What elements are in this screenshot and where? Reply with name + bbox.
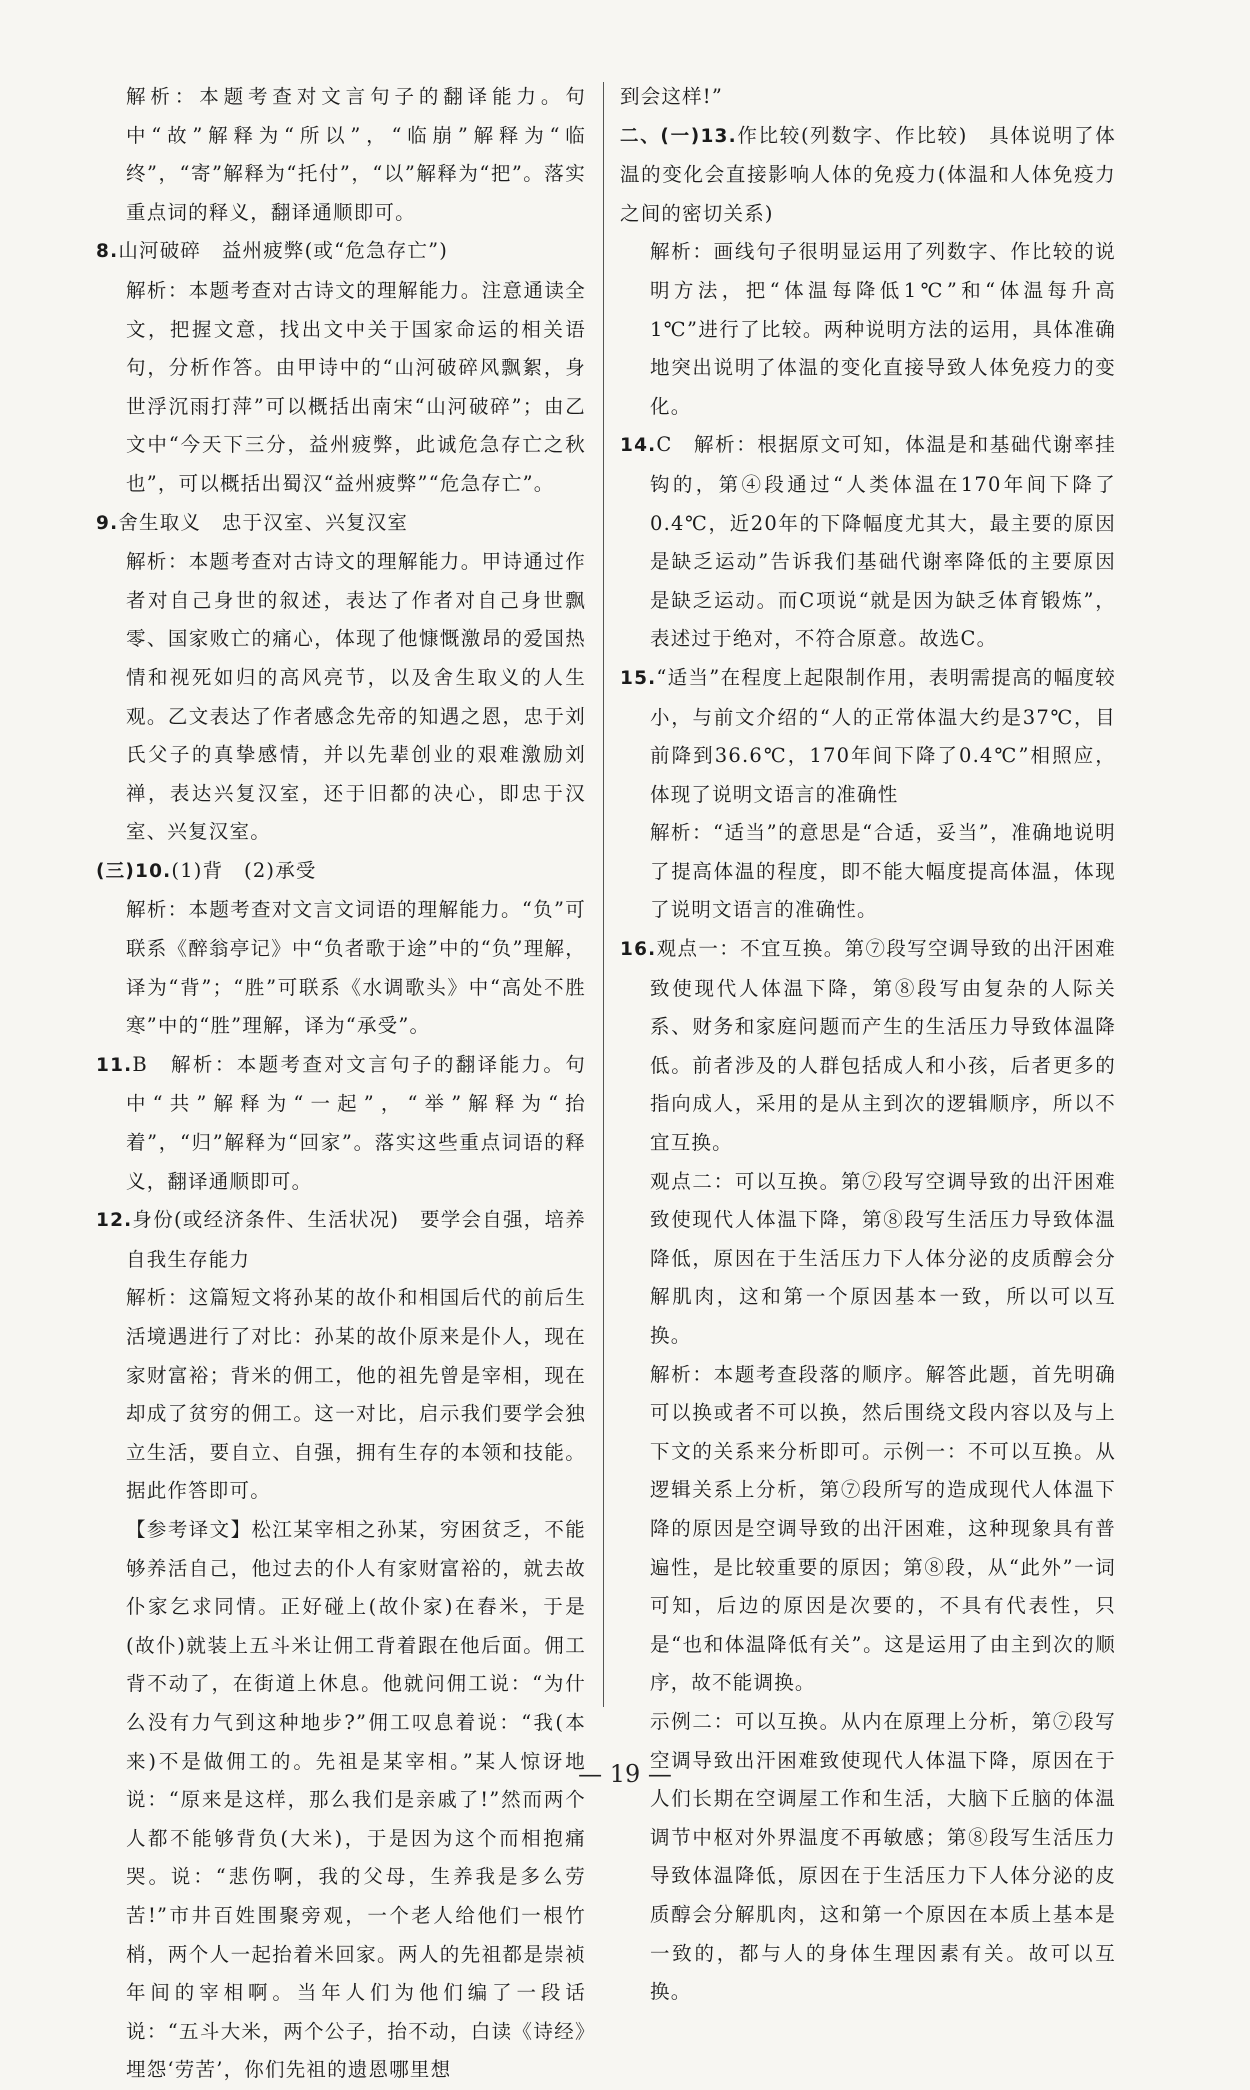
analysis-paragraph: 解析：本题考查对文言句子的翻译能力。句中“故”解释为“所以”，“临崩”解释为“临终”，“寄”解释为“托付”，“以”解释为“把”。落实重点词的释义，翻译通顺即可。: [126, 85, 586, 224]
answer-text: 山河破碎 益州疲弊(或“危急存亡”): [118, 239, 449, 263]
analysis-paragraph: 解析：本题考查对文言文词语的理解能力。“负”可联系《醉翁亭记》中“负者歌于途”中的“负”理解，译为“背”；“胜”可联系《水调歌头》中“高处不胜寒”中的“胜”理解，译为“承受”。: [126, 898, 586, 1038]
question-number: 8.: [96, 241, 119, 263]
right-column: [620, 78, 1116, 2012]
answer-text: 舍生取义 忠于汉室、兴复汉室: [118, 510, 409, 534]
left-column: [96, 78, 586, 2090]
question-16: [620, 930, 1116, 1163]
question-11: [96, 1046, 586, 1201]
question-14: [620, 426, 1116, 659]
analysis-paragraph: 解析：本题考查段落的顺序。解答此题，首先明确可以换或者不可以换，然后围绕文段内容以及与上下文的关系来分析即可。示例一：不可以互换。从逻辑关系上分析，第⑦段所写的造成现代人体温下降的原因是空调导致的出汗困难，这种现象具有普遍性，是比较重要的原因；第⑧段，从“此外”一词可知，后边的原因是次要的，不具有代表性，只是“也和体温降低有关”。这是运用了由主到次的顺序，故不能调换。: [650, 1362, 1116, 1695]
analysis-paragraph: 解析：本题考查对古诗文的理解能力。甲诗通过作者对自己身世的叙述，表达了作者对自己身世飘零、国家败亡的痛心，体现了他慷慨激昂的爱国热情和视死如归的高风亮节，以及舍生取义的人生观。乙文表达了作者感念先帝的知遇之恩，忠于刘氏父子的真挚感情，并以先辈创业的艰难激励刘禅，表达兴复汉室，还于旧都的决心，即忠于汉室、兴复汉室。: [126, 550, 586, 844]
question-number: 9.: [96, 512, 119, 534]
viewpoint-two: 观点二：可以互换。第⑦段写空调导致的出汗困难致使现代人体温下降，第⑧段写生活压力导致体温降低，原因在于生活压力下人体分泌的皮质醇会分解肌肉，这和第一个原因基本一致，所以可以互换。: [650, 1169, 1116, 1347]
page-number: — 19 —: [578, 1760, 672, 1788]
answer-text: 观点一：不宜互换。第⑦段写空调导致的出汗困难致使现代人体温下降，第⑧段写由复杂的人际关系、财务和家庭问题而产生的生活压力导致体温降低。前者涉及的人群包括成人和小孩，后者更多的指向成人，采用的是从主到次的逻辑顺序，所以不宜互换。: [650, 937, 1116, 1155]
analysis-paragraph: 解析：本题考查对古诗文的理解能力。注意通读全文，把握文意，找出文中关于国家命运的相关语句，分析作答。由甲诗中的“山河破碎风飘絮，身世浮沉雨打萍”可以概括出南宋“山河破碎”；由乙文中“今天下三分，益州疲弊，此诚危急存亡之秋也”，可以概括出蜀汉“益州疲弊”“危急存亡”。: [126, 278, 586, 495]
question-12: [96, 1201, 586, 1279]
answer-text: B 解析：本题考查对文言句子的翻译能力。句中“共”解释为“一起”，“举”解释为“抬着”，“归”解释为“回家”。落实这些重点词语的释义，翻译通顺即可。: [126, 1052, 586, 1193]
question-13: [620, 117, 1116, 234]
question-number: 二、(一)13.: [620, 125, 737, 147]
analysis-paragraph: 解析：这篇短文将孙某的故仆和相国后代的前后生活境遇进行了对比：孙某的故仆原来是仆人，现在家财富裕；背米的佣工，他的祖先曾是宰相，现在却成了贫穷的佣工。这一对比，启示我们要学会独立生活，要自立、自强，拥有生存的本领和技能。据此作答即可。: [126, 1286, 586, 1503]
question-number: 15.: [620, 667, 657, 689]
question-number: 12.: [96, 1210, 133, 1232]
question-number: (三)10.: [96, 860, 172, 882]
question-9: [96, 504, 586, 544]
answer-text: “适当”在程度上起限制作用，表明需提高的幅度较小，与前文介绍的“人的正常体温大约是37℃，目前降到36.6℃，170年间下降了0.4℃”相照应，体现了说明文语言的准确性: [650, 665, 1116, 806]
question-number: 16.: [620, 939, 657, 961]
column-divider: [603, 82, 604, 1707]
reference-translation: 【参考译文】松江某宰相之孙某，穷困贫乏，不能够养活自己，他过去的仆人有家财富裕的，就去故仆家乞求同情。正好碰上(故仆家)在舂米，于是(故仆)就装上五斗米让佣工背着跟在他后面。佣工背不动了，在街道上休息。他就问佣工说：“为什么没有力气到这种地步?”佣工叹息着说：“我(本来)不是做佣工的。先祖是某宰相。”某人惊讶地说：“原来是这样，那么我们是亲戚了!”然而两个人都不能够背负(大米)，于是因为这个而相抱痛哭。说：“悲伤啊，我的父母，生养我是多么劳苦!”市井百姓围聚旁观，一个老人给他们一根竹梢，两个人一起抬着米回家。两人的先祖都是崇祯年间的宰相啊。当年人们为他们编了一段话说：“五斗大米，两个公子，抬不动，白读《诗经》埋怨‘劳苦’，你们先祖的遗恩哪里想: [126, 1517, 586, 2082]
translation-continuation: 到会这样!”: [620, 85, 724, 108]
answer-text: 作比较(列数字、作比较) 具体说明了体温的变化会直接影响人体的免疫力(体温和人体免疫力之间的密切关系): [620, 123, 1116, 225]
analysis-paragraph: 解析：“适当”的意思是“合适，妥当”，准确地说明了提高体温的程度，即不能大幅度提高体温，体现了说明文语言的准确性。: [650, 821, 1116, 922]
question-8: [96, 232, 586, 272]
question-number: 14.: [620, 435, 657, 457]
answer-text: (1)背 (2)承受: [171, 858, 317, 882]
example-two: 示例二：可以互换。从内在原理上分析，第⑦段写空调导致出汗困难致使现代人体温下降，原因在于人们长期在空调屋工作和生活，大脑下丘脑的体温调节中枢对外界温度不再敏感；第⑧段写生活压力导致体温降低，原因在于生活压力下人体分泌的皮质醇会分解肌肉，这和第一个原因在本质上基本是一致的，都与人的身体生理因素有关。故可以互换。: [650, 1709, 1116, 2004]
answer-text: 身份(或经济条件、生活状况) 要学会自强，培养自我生存能力: [126, 1208, 586, 1271]
analysis-paragraph: 解析：画线句子很明显运用了列数字、作比较的说明方法，把“体温每降低1℃”和“体温每升高1℃”进行了比较。两种说明方法的运用，具体准确地突出说明了体温的变化直接导致人体免疫力的变化。: [650, 240, 1116, 418]
answer-text: C 解析：根据原文可知，体温是和基础代谢率挂钩的，第④段通过“人类体温在170年间下降了0.4℃，近20年的下降幅度尤其大，最主要的原因是缺乏运动”告诉我们基础代谢率降低的主要原因是缺乏运动。而C项说“就是因为缺乏体育锻炼”，表述过于绝对，不符合原意。故选C。: [650, 433, 1116, 651]
question-number: 11.: [96, 1054, 133, 1076]
question-10: [96, 852, 586, 892]
question-15: [620, 659, 1116, 814]
